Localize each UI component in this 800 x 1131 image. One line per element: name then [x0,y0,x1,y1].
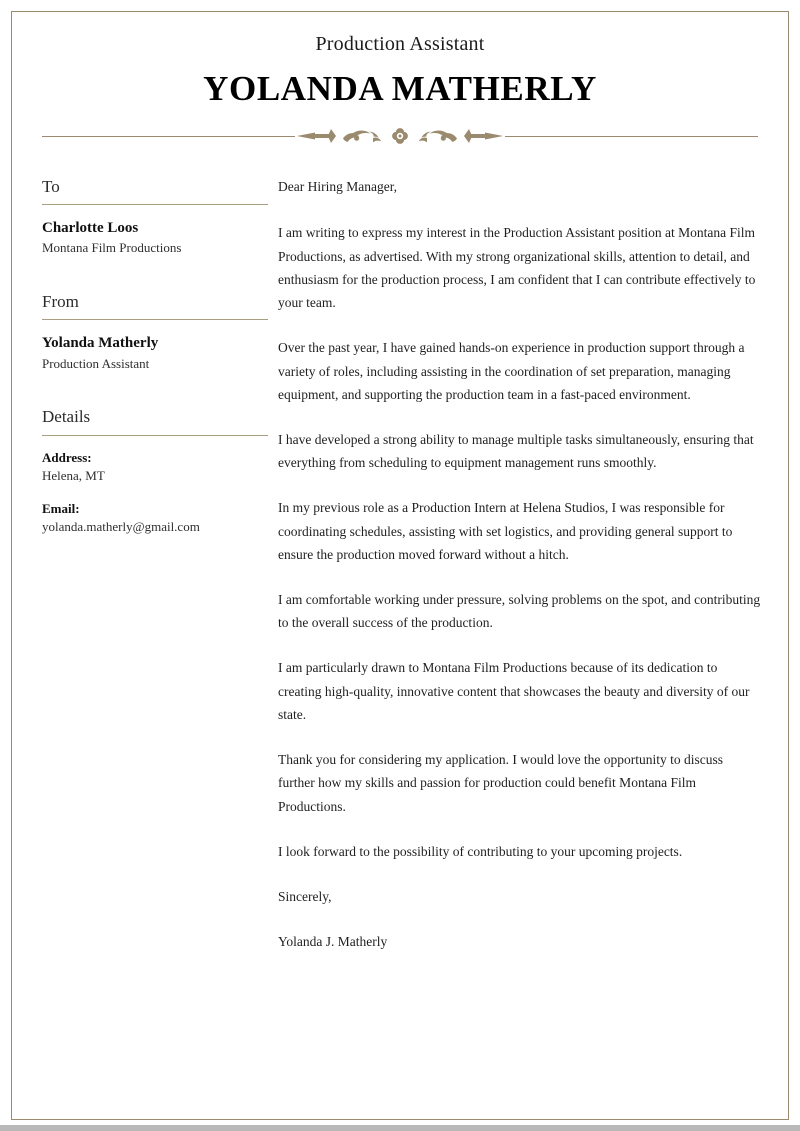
flourish-ornament-icon [295,125,505,147]
detail-value-address: Helena, MT [42,468,105,484]
sender-title: Production Assistant [42,355,150,371]
sidebar-rule-from [42,319,268,320]
letter-signature: Yolanda J. Matherly [278,934,388,950]
page-bottom-edge [0,1125,800,1131]
recipient-company: Montana Film Productions [42,240,182,256]
letter-salutation: Dear Hiring Manager, [278,178,398,194]
detail-item-address [42,449,268,486]
letter-paragraph: I am particularly drawn to Montana Film Productions because of its dedication to creating high-quality, innovative content that showcases the beauty and diversity of our state. [278,660,750,722]
header-divider [0,125,800,147]
sidebar-section-to [42,177,268,258]
letter-header [0,0,800,147]
sidebar-section-from [42,292,268,373]
sidebar-rule-details [42,435,268,436]
header-name: YOLANDA MATHERLY [203,69,597,108]
recipient-name: Charlotte Loos [42,219,139,236]
header-role: Production Assistant [315,33,485,55]
detail-item-email [42,500,268,537]
sender-name: Yolanda Matherly [42,335,159,352]
sidebar-heading-details: Details [42,407,91,427]
detail-label-address: Address: [42,449,92,465]
letter-paragraph: Thank you for considering my application. I would love the opportunity to discuss further how my skills and passion for production could benefit Montana Film Productions. [278,752,724,814]
sidebar-heading-from: From [42,291,79,311]
sidebar [0,177,268,571]
detail-value-email[interactable]: yolanda.matherly@gmail.com [42,519,200,535]
letter-paragraph: I am writing to express my interest in the Production Assistant position at Montana Film Productions, as advertised. With my strong organizational skills, attention to detail, and enthusiasm for the production process, I am confident that I can contribute effectively to your team. [278,225,756,311]
sidebar-rule-to [42,204,268,205]
letter-paragraph: Over the past year, I have gained hands-on experience in production support through a variety of roles, including assisting in the coordination of set preparation, managing equipment, and supporting the production team in a fast-paced environment. [278,340,745,402]
letter-body-columns [0,147,800,954]
letter-body [268,177,800,954]
letter-closing: Sincerely, [278,889,332,905]
sidebar-heading-to: To [42,176,60,196]
detail-label-email: Email: [42,500,80,516]
letter-paragraph: I am comfortable working under pressure, solving problems on the spot, and contributing to the overall success of the production. [278,592,761,631]
letter-paragraph: In my previous role as a Production Intern at Helena Studios, I was responsible for coordinating schedules, assisting with set logistics, and providing general support to ensure the production moved forward without a hitch. [278,500,733,562]
sidebar-section-details [42,407,268,536]
letter-paragraph: I look forward to the possibility of contributing to your upcoming projects. [278,843,683,859]
letter-paragraph: I have developed a strong ability to manage multiple tasks simultaneously, ensuring that everything from scheduling to equipment management runs smoothly. [278,431,754,471]
